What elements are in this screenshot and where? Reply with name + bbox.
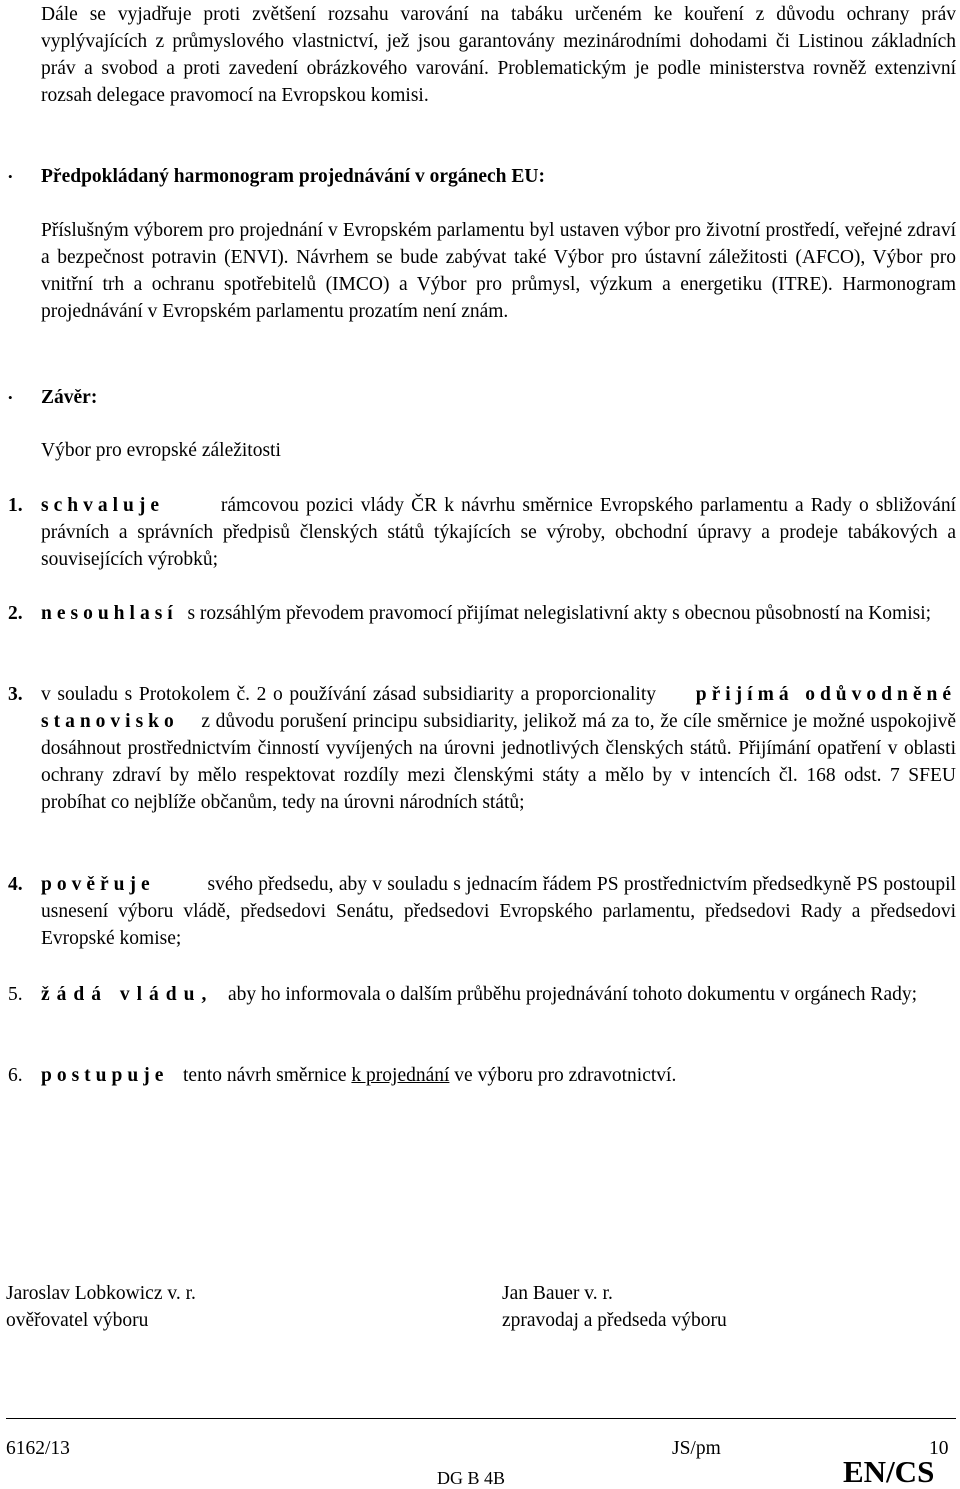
footer-dg: DG B 4B <box>437 1468 506 1488</box>
item-verb: postupuje <box>41 1065 169 1086</box>
item-verb: nesouhlasí <box>41 603 178 624</box>
item-verb: žádá vládu, <box>41 984 214 1005</box>
signature-block-left <box>6 1280 196 1334</box>
item-number: 5. <box>8 984 23 1005</box>
bullet-icon: • <box>8 390 13 405</box>
item-number: 2. <box>8 603 23 624</box>
footer-page-number: 10 <box>929 1438 949 1459</box>
resolution-item-6 <box>41 1062 956 1089</box>
item-number: 3. <box>8 684 23 705</box>
item-text: tento návrh směrnice <box>183 1065 347 1086</box>
resolution-item-1 <box>41 492 956 573</box>
item-text: z důvodu porušení principu subsidiarity, jelikož má za to, že cíle směrnice je možné uspokojivě dosáhnout prostřednictvím činností vyvíjených na úrovni jednotlivých členských států. Přijímání opatření v oblasti ochrany zdraví by mělo respektovat rozdíly mezi členskými státy a mělo by v intencích čl. 168 odst. 7 SFEU probíhat co nejblíže občanům, tedy na úrovni národních států; <box>41 711 957 813</box>
intro-paragraph: Dále se vyjadřuje proti zvětšení rozsahu varování na tabáku určeném ke kouření z důvodu ochrany práv vyplývajících z průmyslového vlastnictví, jež jsou garantovány mezinárodními dohodami či Listinou základních práv a svobod a proti zavedení obrázkového varování. Problematickým je podle ministerstva rovněž extenzivní rozsah delegace pravomocí na Evropskou komisi. <box>41 4 956 106</box>
resolution-item-4 <box>41 871 956 952</box>
section-heading-zaver: Závěr: <box>41 387 98 408</box>
item-verb: pověřuje <box>41 874 155 895</box>
signature-role: zpravodaj a předseda výboru <box>502 1310 727 1331</box>
item-text-underlined: k projednání <box>351 1065 450 1086</box>
item-number: 4. <box>8 874 23 895</box>
footer-divider <box>6 1418 956 1419</box>
signature-name: Jaroslav Lobkowicz v. r. <box>6 1283 196 1304</box>
resolution-item-3 <box>41 681 956 816</box>
footer-doc-number: 6162/13 <box>6 1438 70 1459</box>
item-text: svého předsedu, aby v souladu s jednacím řádem PS prostřednictvím předsedkyně PS postoupil usnesení výboru vládě, předsedovi Senátu, předsedovi Evropského parlamentu, předsedovi Rady a předsedovi Evropské komise; <box>41 874 956 949</box>
section-heading-harmonogram: Předpokládaný harmonogram projednávání v orgánech EU: <box>41 166 545 187</box>
item-pretext: v souladu s Protokolem č. 2 o používání zásad subsidiarity a proporcionality <box>41 684 656 705</box>
item-verb: přijímá odůvodněné stanovisko <box>41 684 957 732</box>
item-number: 6. <box>8 1065 23 1086</box>
resolution-item-2 <box>41 600 956 627</box>
signature-role: ověřovatel výboru <box>6 1310 149 1331</box>
footer-initials: JS/pm <box>672 1438 721 1459</box>
item-text: aby ho informovala o dalším průběhu projednávání tohoto dokumentu v orgánech Rady; <box>227 984 918 1005</box>
signature-name: Jan Bauer v. r. <box>502 1283 613 1304</box>
item-number: 1. <box>8 495 23 516</box>
item-text: s rozsáhlým převodem pravomocí přijímat nelegislativní akty s obecnou působností na Komisi; <box>187 603 932 624</box>
item-text: rámcovou pozici vlády ČR k návrhu směrnice Evropského parlamentu a Rady o sbližování právních a správních předpisů členských států týkajících se výroby, obchodní úpravy a prodeje tabákových a souvisejících výrobků; <box>41 495 956 570</box>
resolution-item-5 <box>41 981 956 1008</box>
footer-language: EN/CS <box>843 1454 935 1489</box>
section-body-zaver: Výbor pro evropské záležitosti <box>41 440 281 461</box>
section-body-harmonogram: Příslušným výborem pro projednání v Evropském parlamentu byl ustaven výbor pro životní prostředí, veřejné zdraví a bezpečnost potravin (ENVI). Návrhem se bude zabývat také Výbor pro ústavní záležitosti (AFCO), Výbor pro vnitřní trh a ochranu spotřebitelů (IMCO) a Výbor pro průmysl, výzkum a energetiku (ITRE). Harmonogram projednávání v Evropském parlamentu prozatím není znám. <box>41 220 956 322</box>
signature-block-right <box>502 1280 727 1334</box>
bullet-icon: • <box>8 169 13 184</box>
item-text: ve výboru pro zdravotnictví. <box>454 1065 677 1086</box>
item-verb: schvaluje <box>41 495 164 516</box>
